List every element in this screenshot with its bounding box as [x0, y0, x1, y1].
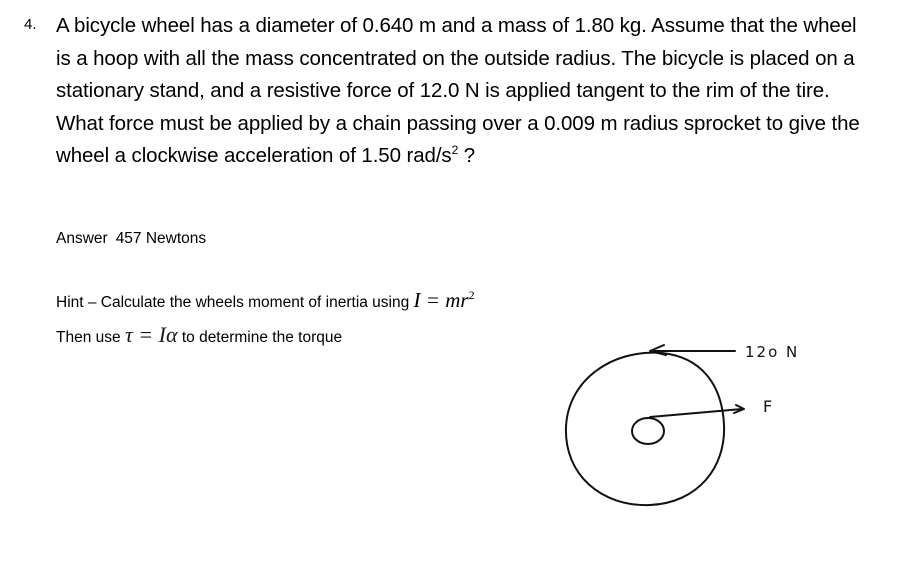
hint-text: Hint – Calculate the wheels moment of inertia using — [56, 294, 414, 311]
answer-line — [56, 230, 206, 248]
wheel-sketch — [550, 335, 830, 510]
wheel-rim — [566, 353, 724, 505]
moment-of-inertia-formula: $I = mr^2$ — [413, 288, 475, 312]
applied-force-line — [650, 409, 742, 417]
wheel-diagram — [550, 335, 830, 510]
hint-line-1 — [56, 288, 475, 313]
sprocket — [632, 418, 664, 444]
problem-statement — [56, 10, 876, 173]
answer-label: Answer — [56, 230, 108, 247]
applied-force-label: F — [763, 397, 775, 416]
torque-formula: τ = Iα — [124, 322, 178, 347]
hint-line-2 — [56, 322, 342, 348]
answer-value: 457 Newtons — [115, 230, 207, 247]
resistive-force-label: 12o N — [745, 343, 800, 361]
question-mark: ? — [458, 144, 476, 167]
problem-text: A bicycle wheel has a diameter of 0.640 m and a mass of 1.80 kg. Assume that the wheel is a hoop with all the mass concentrated on the outside radius. The bicycle is placed on a stationary stand, and a resistive force of 12.0 N is applied tangent to the rim of the tire. What force must be applied by a chain passing over a 0.009 m radius sprocket to give the wheel a clockwise acceleration of 1.50 rad/s — [56, 14, 860, 167]
problem-number: 4. — [24, 16, 37, 33]
hint-suffix: to determine the torque — [177, 329, 343, 346]
formula-exponent: 2 — [468, 288, 475, 302]
hint-prefix: Then use — [56, 329, 125, 346]
unit-exponent: 2 — [451, 143, 459, 158]
